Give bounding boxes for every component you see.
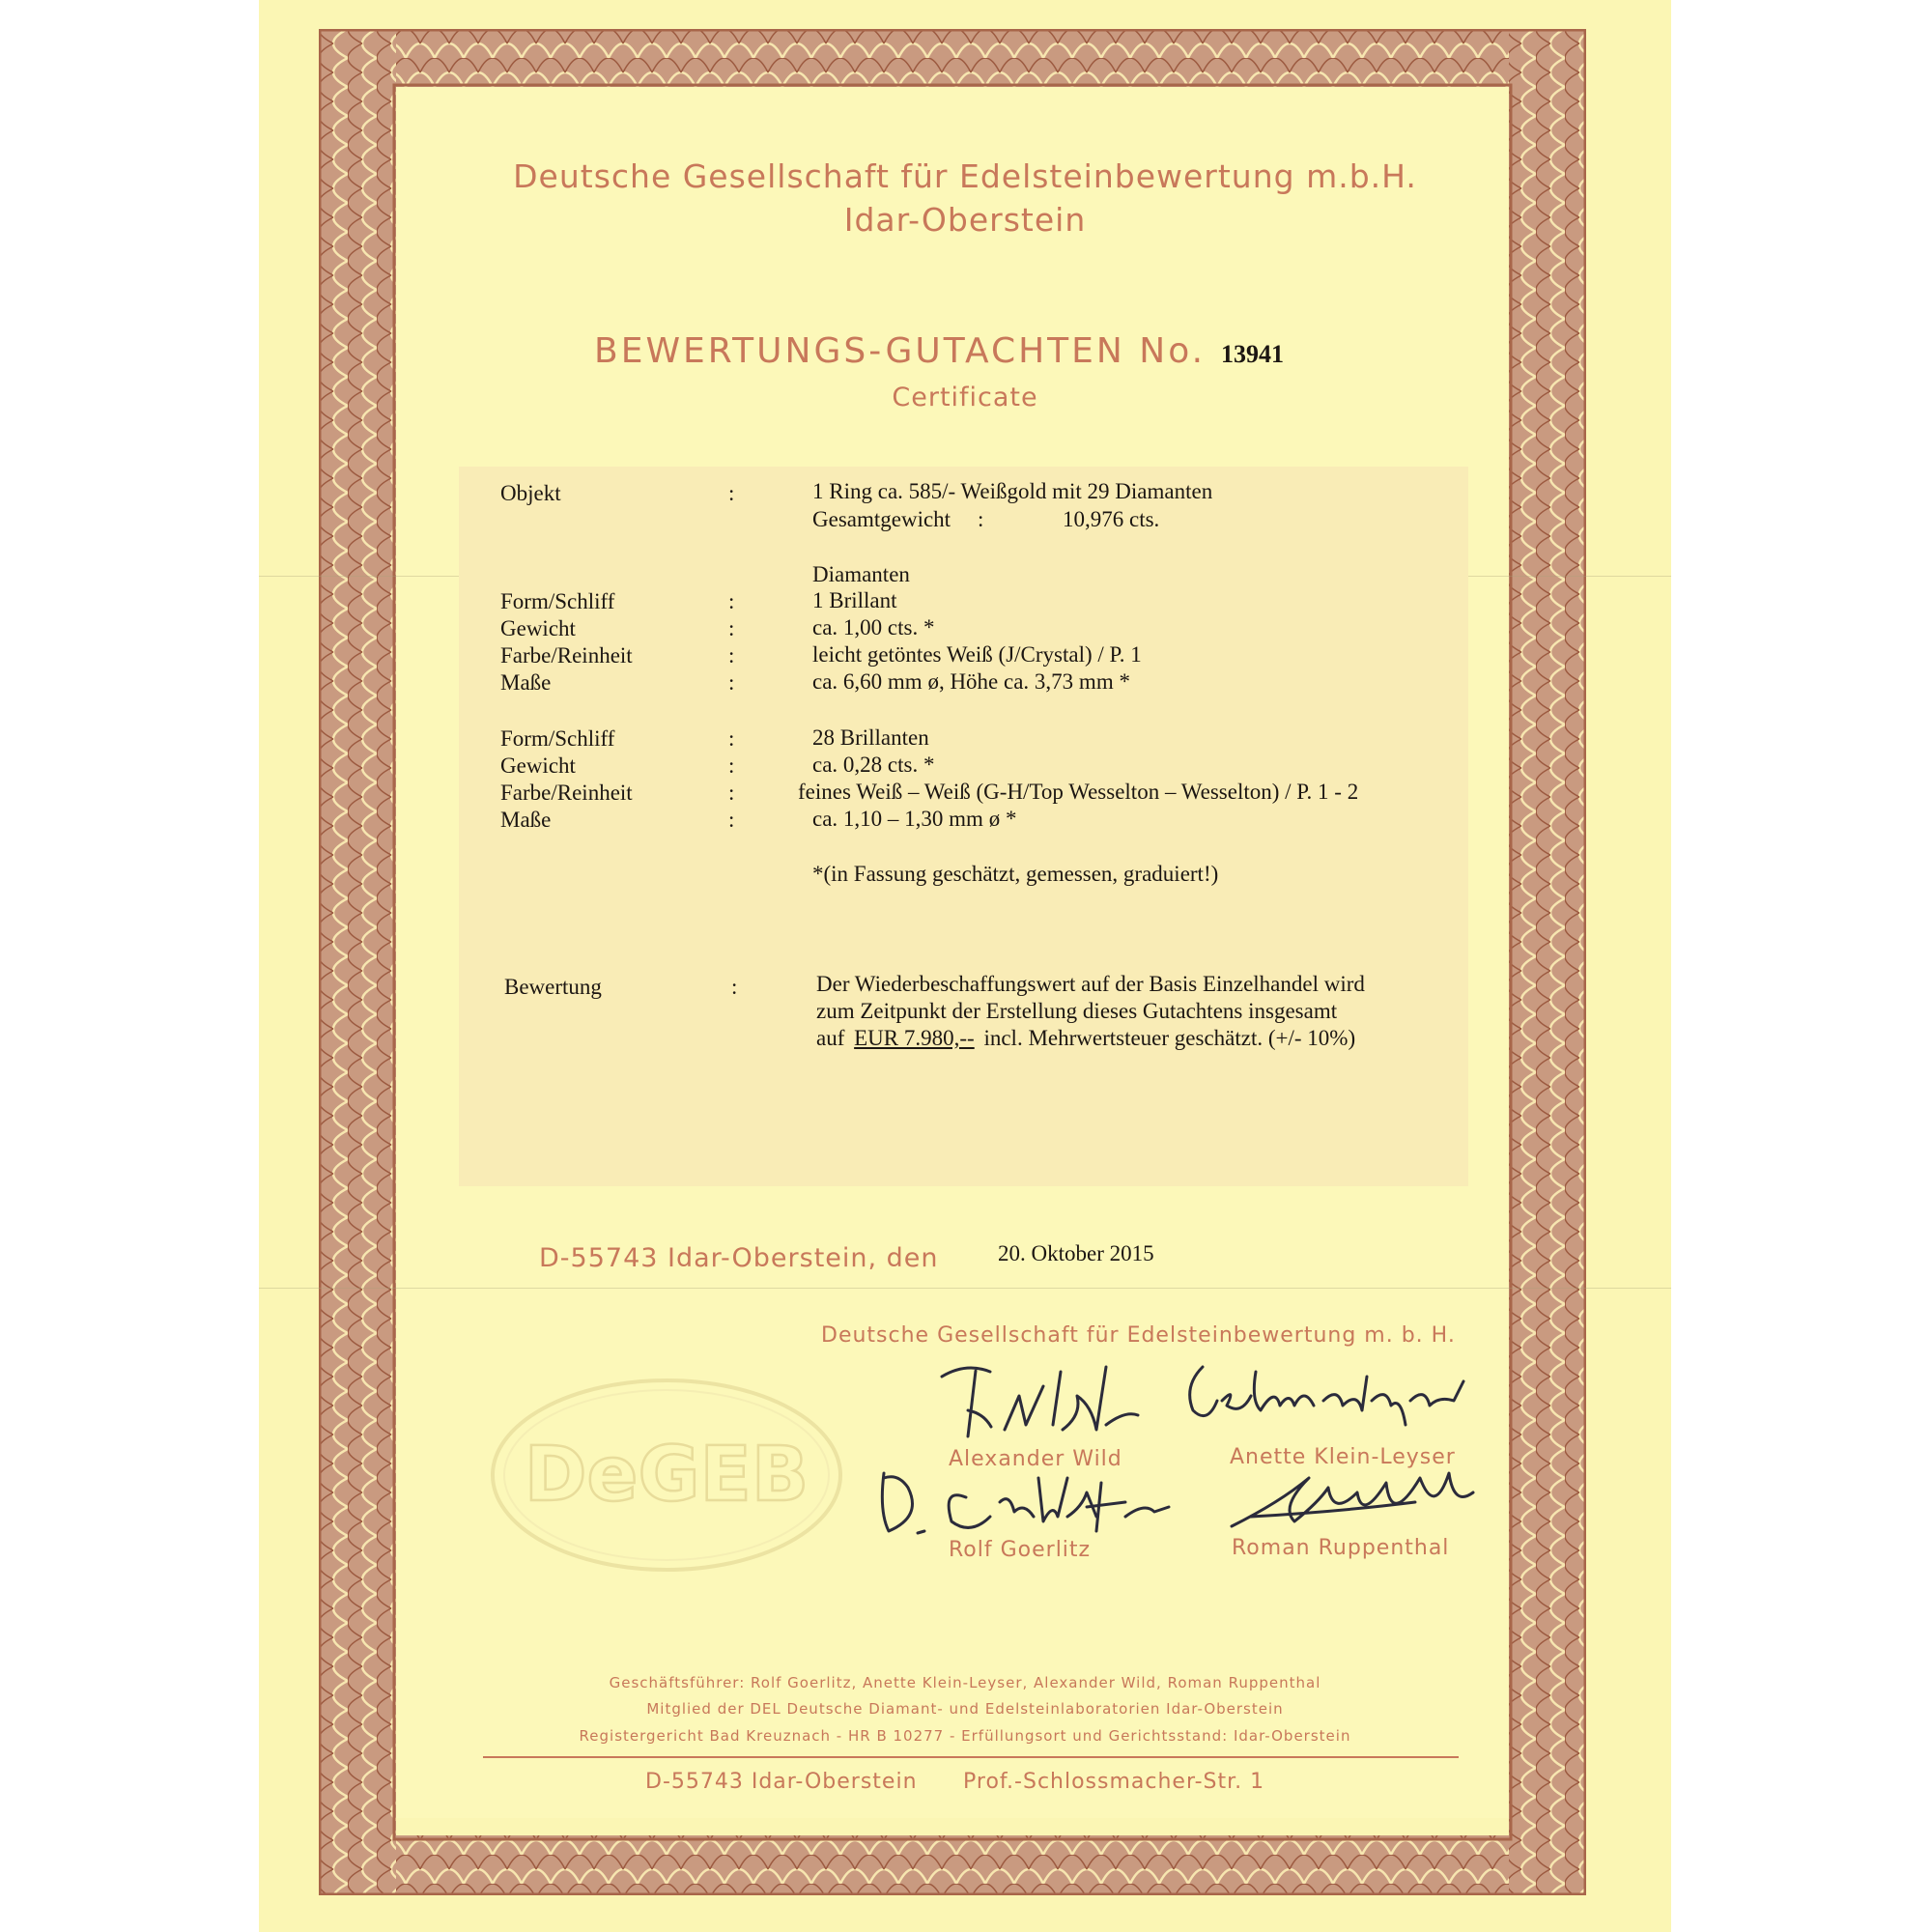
degeb-emboss-seal <box>488 1377 845 1575</box>
company-city: Idar-Oberstein <box>843 201 1087 239</box>
footer-membership: Mitglied der DEL Deutsche Diamant- und Edelsteinlaboratorien Idar-Oberstein <box>646 1700 1284 1718</box>
footer-register: Registergericht Bad Kreuznach - HR B 10277 - Erfüllungsort und Gerichtsstand: Idar-Oberstein <box>579 1727 1351 1745</box>
signer-name: Rolf Goerlitz <box>949 1538 1092 1562</box>
signature-alexander-wild <box>937 1357 1145 1444</box>
estimation-note: *(in Fassung geschätzt, gemessen, graduiert!) <box>812 862 1219 886</box>
signer-name: Anette Klein-Leyser <box>1230 1445 1456 1469</box>
colon: : <box>728 481 735 505</box>
colon: : <box>728 616 735 640</box>
object-description: 1 Ring ca. 585/- Weißgold mit 29 Diamanten <box>812 479 1213 503</box>
row-value: ca. 1,10 – 1,30 mm ø * <box>812 807 1017 831</box>
row-label: Gewicht <box>500 616 576 640</box>
row-value: 1 Brillant <box>812 588 897 612</box>
row-value: 28 Brillanten <box>812 725 929 750</box>
signature-company: Deutsche Gesellschaft für Edelsteinbewertung m. b. H. <box>821 1323 1456 1348</box>
footer-managing-directors: Geschäftsführer: Rolf Goerlitz, Anette Klein-Leyser, Alexander Wild, Roman Ruppenthal <box>609 1674 1321 1691</box>
fold-line <box>259 1288 1671 1289</box>
colon: : <box>731 975 738 999</box>
colon: : <box>978 507 984 531</box>
footer-address-city: D-55743 Idar-Oberstein <box>645 1770 918 1794</box>
certificate-subtitle: Certificate <box>892 383 1038 412</box>
row-value: ca. 6,60 mm ø, Höhe ca. 3,73 mm * <box>812 669 1130 694</box>
valuation-label: Bewertung <box>504 975 602 999</box>
certificate-title <box>594 331 1284 371</box>
row-label: Form/Schliff <box>500 726 615 751</box>
signature-rolf-goerlitz <box>865 1463 1183 1546</box>
colon: : <box>728 808 735 832</box>
certificate-number: 13941 <box>1221 340 1285 368</box>
colon: : <box>728 726 735 751</box>
row-label: Form/Schliff <box>500 589 615 613</box>
issue-date: 20. Oktober 2015 <box>998 1241 1154 1265</box>
colon: : <box>728 781 735 805</box>
colon: : <box>728 753 735 778</box>
row-value: leicht getöntes Weiß (J/Crystal) / P. 1 <box>812 642 1142 667</box>
row-label: Gewicht <box>500 753 576 778</box>
valuation-prefix: auf <box>816 1026 845 1050</box>
section-heading: Diamanten <box>812 562 910 586</box>
colon: : <box>728 643 735 668</box>
place-label: D-55743 Idar-Oberstein, den <box>539 1243 939 1273</box>
row-label: Maße <box>500 808 552 832</box>
row-value: ca. 1,00 cts. * <box>812 615 935 639</box>
object-label: Objekt <box>500 481 561 505</box>
emboss-seal-text: DeGEB <box>524 1432 809 1519</box>
signer-name: Alexander Wild <box>949 1447 1122 1471</box>
signature-roman-ruppenthal <box>1222 1463 1497 1541</box>
valuation-amount: EUR 7.980,-- <box>854 1026 975 1050</box>
row-value: ca. 0,28 cts. * <box>812 753 935 777</box>
signer-name: Roman Ruppenthal <box>1232 1536 1450 1560</box>
valuation-suffix: incl. Mehrwertsteuer geschätzt. (+/- 10%) <box>983 1026 1356 1050</box>
valuation-text-line1: Der Wiederbeschaffungswert auf der Basis Einzelhandel wird <box>816 972 1365 996</box>
total-weight-label: Gesamtgewicht <box>812 507 951 531</box>
footer-address-street: Prof.-Schlossmacher-Str. 1 <box>963 1770 1265 1794</box>
colon: : <box>728 670 735 695</box>
signature-anette-klein-leyser <box>1183 1357 1468 1435</box>
certificate-title-label: BEWERTUNGS-GUTACHTEN No. <box>594 331 1207 371</box>
valuation-text-line3 <box>816 1026 1355 1051</box>
company-name: Deutsche Gesellschaft für Edelsteinbewertung m.b.H. <box>513 157 1417 195</box>
total-weight-value: 10,976 cts. <box>1063 507 1160 531</box>
row-label: Farbe/Reinheit <box>500 781 633 805</box>
footer-divider <box>483 1756 1459 1758</box>
row-label: Maße <box>500 670 552 695</box>
row-value: feines Weiß – Weiß (G-H/Top Wesselton – Wesselton) / P. 1 - 2 <box>798 780 1359 804</box>
valuation-text-line2: zum Zeitpunkt der Erstellung dieses Gutachtens insgesamt <box>816 999 1338 1023</box>
row-label: Farbe/Reinheit <box>500 643 633 668</box>
colon: : <box>728 589 735 613</box>
